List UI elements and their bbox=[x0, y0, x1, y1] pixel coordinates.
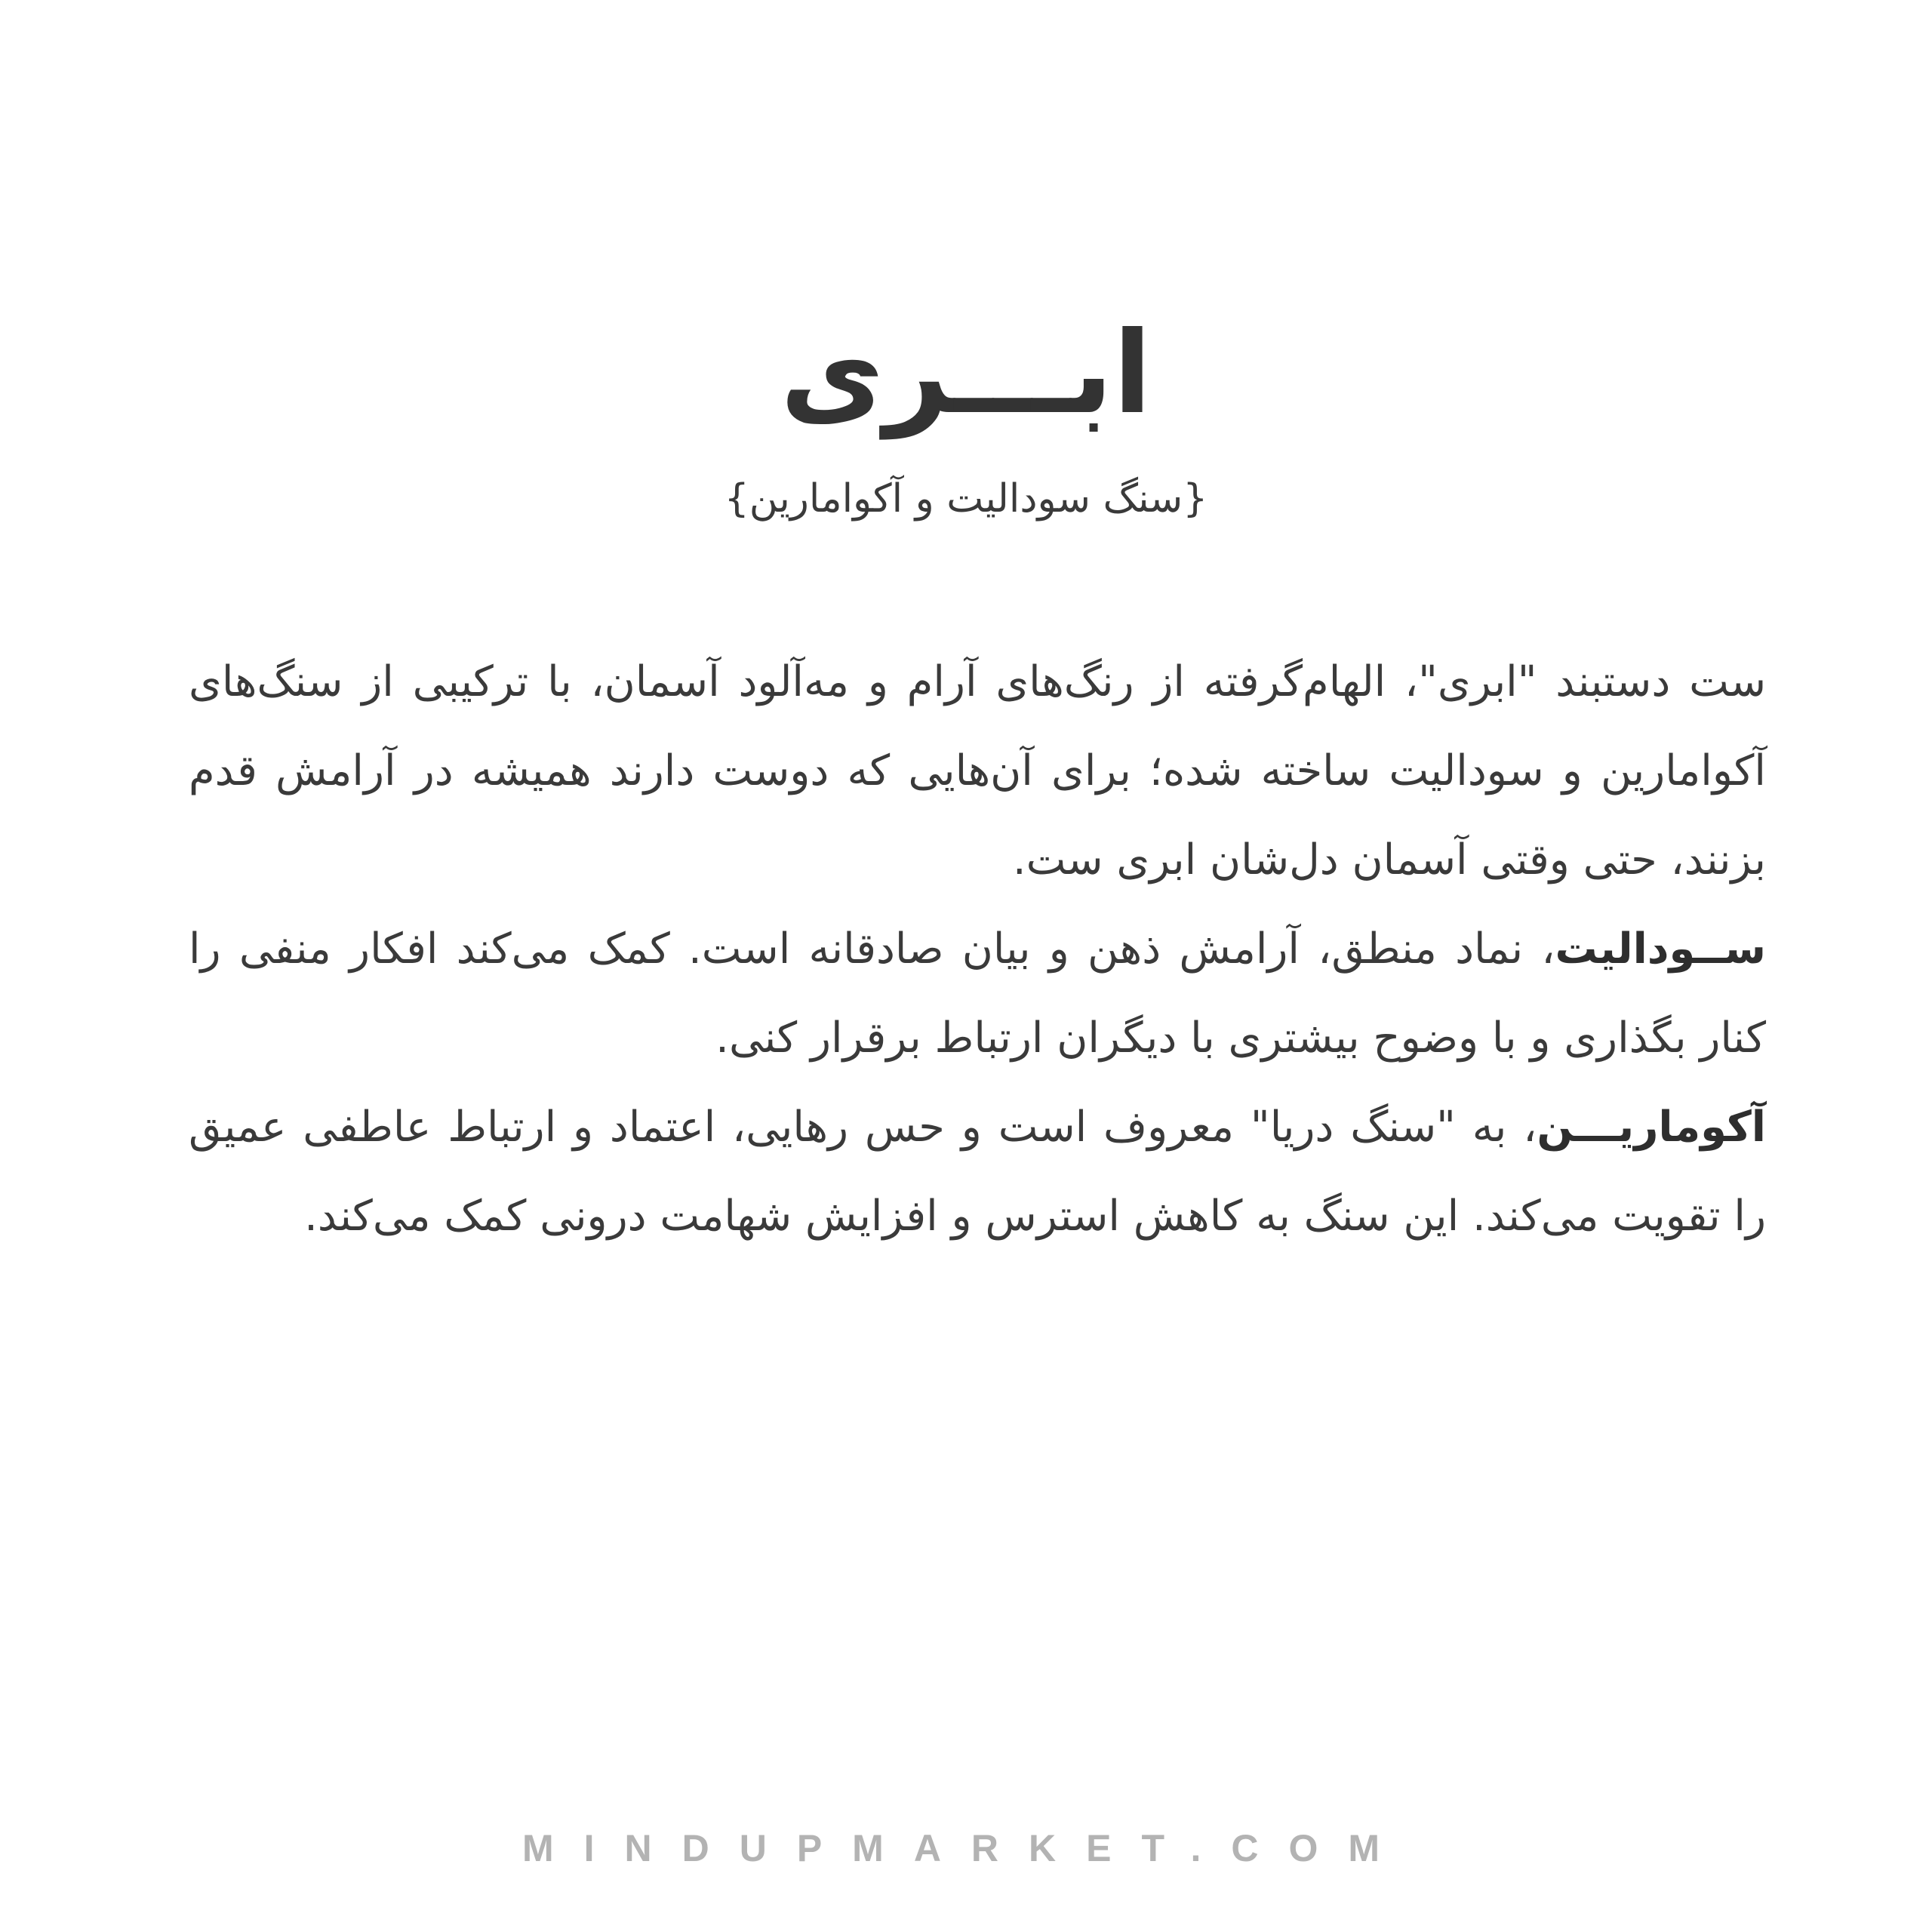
sodalite-paragraph bbox=[189, 905, 1766, 1083]
intro-paragraph: ست دستبند "ابری"، الهام‌گرفته از رنگ‌های آرام و مه‌آلود آسمان، با ترکیبی از سنگ‌های آکوامارین و سودالیت ساخته شده؛ برای آن‌هایی که دوست دارند همیشه در آرامش قدم بزنند، حتی وقتی آسمان دل‌شان ابری ست. bbox=[189, 657, 1766, 884]
page-title: ابـــری bbox=[780, 308, 1152, 439]
sodalite-description: ، نماد منطق، آرامش ذهن و بیان صادقانه است. کمک می‌کند افکار منفی را کنار بگذاری و با وضوح بیشتری با دیگران ارتباط برقرار کنی. bbox=[189, 924, 1766, 1063]
subtitle: {سنگ سودالیت و آکوامارین} bbox=[724, 476, 1208, 521]
description-body bbox=[189, 638, 1766, 1261]
aquamarine-description: ، به "سنگ دریا" معروف است و حس رهایی، اعتماد و ارتباط عاطفی عمیق را تقویت می‌کند. این سنگ به کاهش استرس و افزایش شهامت درونی کمک می‌کند. bbox=[189, 1103, 1766, 1241]
footer-website: MINDUPMARKET.COM bbox=[521, 1827, 1411, 1869]
sodalite-heading: ســودالیت bbox=[1555, 924, 1766, 974]
aquamarine-heading: آکوماریـــن bbox=[1537, 1103, 1766, 1152]
aquamarine-paragraph bbox=[189, 1083, 1766, 1261]
